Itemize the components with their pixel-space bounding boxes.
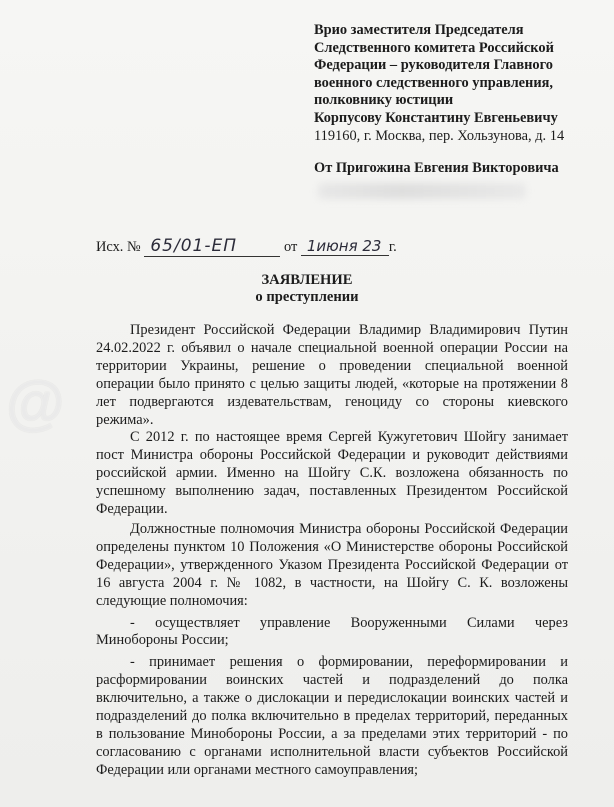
list-item: - принимает решения о формировании, переформировании и расформировании воинских частей и подразделений до полка включительно, а также о дислокации и передислокации воинских частей и подразделений до полка включительно в пределах территорий, переданных в пользование Минобороны России, а за пределами этих территорий - по согласованию с органами исполнительной власти субъектов Российской Федерации или органами местного самоуправления;: [96, 654, 568, 778]
addressee-line: Федерации – руководителя Главного: [314, 57, 554, 74]
body-paragraph: Должностные полномочия Министра обороны Российской Федерации определены пунктом 10 Положения «О Министерстве обороны Российской Федерации», утвержденного Указом Президента Российской Федерации от 16 августа 2004 г. № 1082, в частности, на Шойгу С. К. возложены следующие полномочия:: [96, 520, 568, 609]
addressee-line: военного следственного управления,: [314, 74, 553, 91]
outgoing-prefix: Исх. №: [96, 239, 141, 255]
body-paragraph: Президент Российской Федерации Владимир Владимирович Путин 24.02.2022 г. объявил о начале специальной военной операции России на территории Украины, решение о проведении специальной военной операции было принято с целью защиты людей, «которые на протяжении 8 лет подвергаются издевательствам, геноциду со стороны киевского режима».: [96, 322, 568, 428]
document-subtitle: о преступлении: [255, 289, 359, 305]
outgoing-number-line: [96, 236, 397, 257]
addressee-line: полковнику юстиции: [314, 92, 454, 109]
sender-line: От Пригожина Евгения Викторовича: [314, 160, 559, 176]
outgoing-suffix: г.: [388, 239, 397, 255]
watermark: @: [6, 369, 67, 436]
document-title: ЗАЯВЛЕНИЕ: [261, 272, 353, 288]
addressee-block: [314, 22, 606, 145]
outgoing-from-word: от: [283, 239, 298, 255]
body-paragraph: С 2012 г. по настоящее время Сергей Кужугетович Шойгу занимает пост Министра обороны Российской Федерации и руководит действиями российской армии. Именно на Шойгу С.К. возложена обязанность по успешному выполнению задач, поставленных Президентом Российской Федерации.: [96, 429, 568, 518]
outgoing-number: 65/01-ЕП: [144, 236, 280, 257]
addressee-line: Следственного комитета Российской: [314, 39, 554, 56]
document-body: [96, 322, 568, 780]
outgoing-date: 1июня 23: [301, 237, 389, 256]
list-item: - осуществляет управление Вооруженными Силами через Минобороны России;: [96, 614, 568, 649]
addressee-address: 119160, г. Москва, пер. Хользунова, д. 14: [314, 127, 565, 144]
redacted-area: [318, 183, 526, 199]
addressee-line: Врио заместителя Председателя: [314, 22, 524, 38]
addressee-line: Корпусову Константину Евгеньевичу: [314, 109, 558, 126]
